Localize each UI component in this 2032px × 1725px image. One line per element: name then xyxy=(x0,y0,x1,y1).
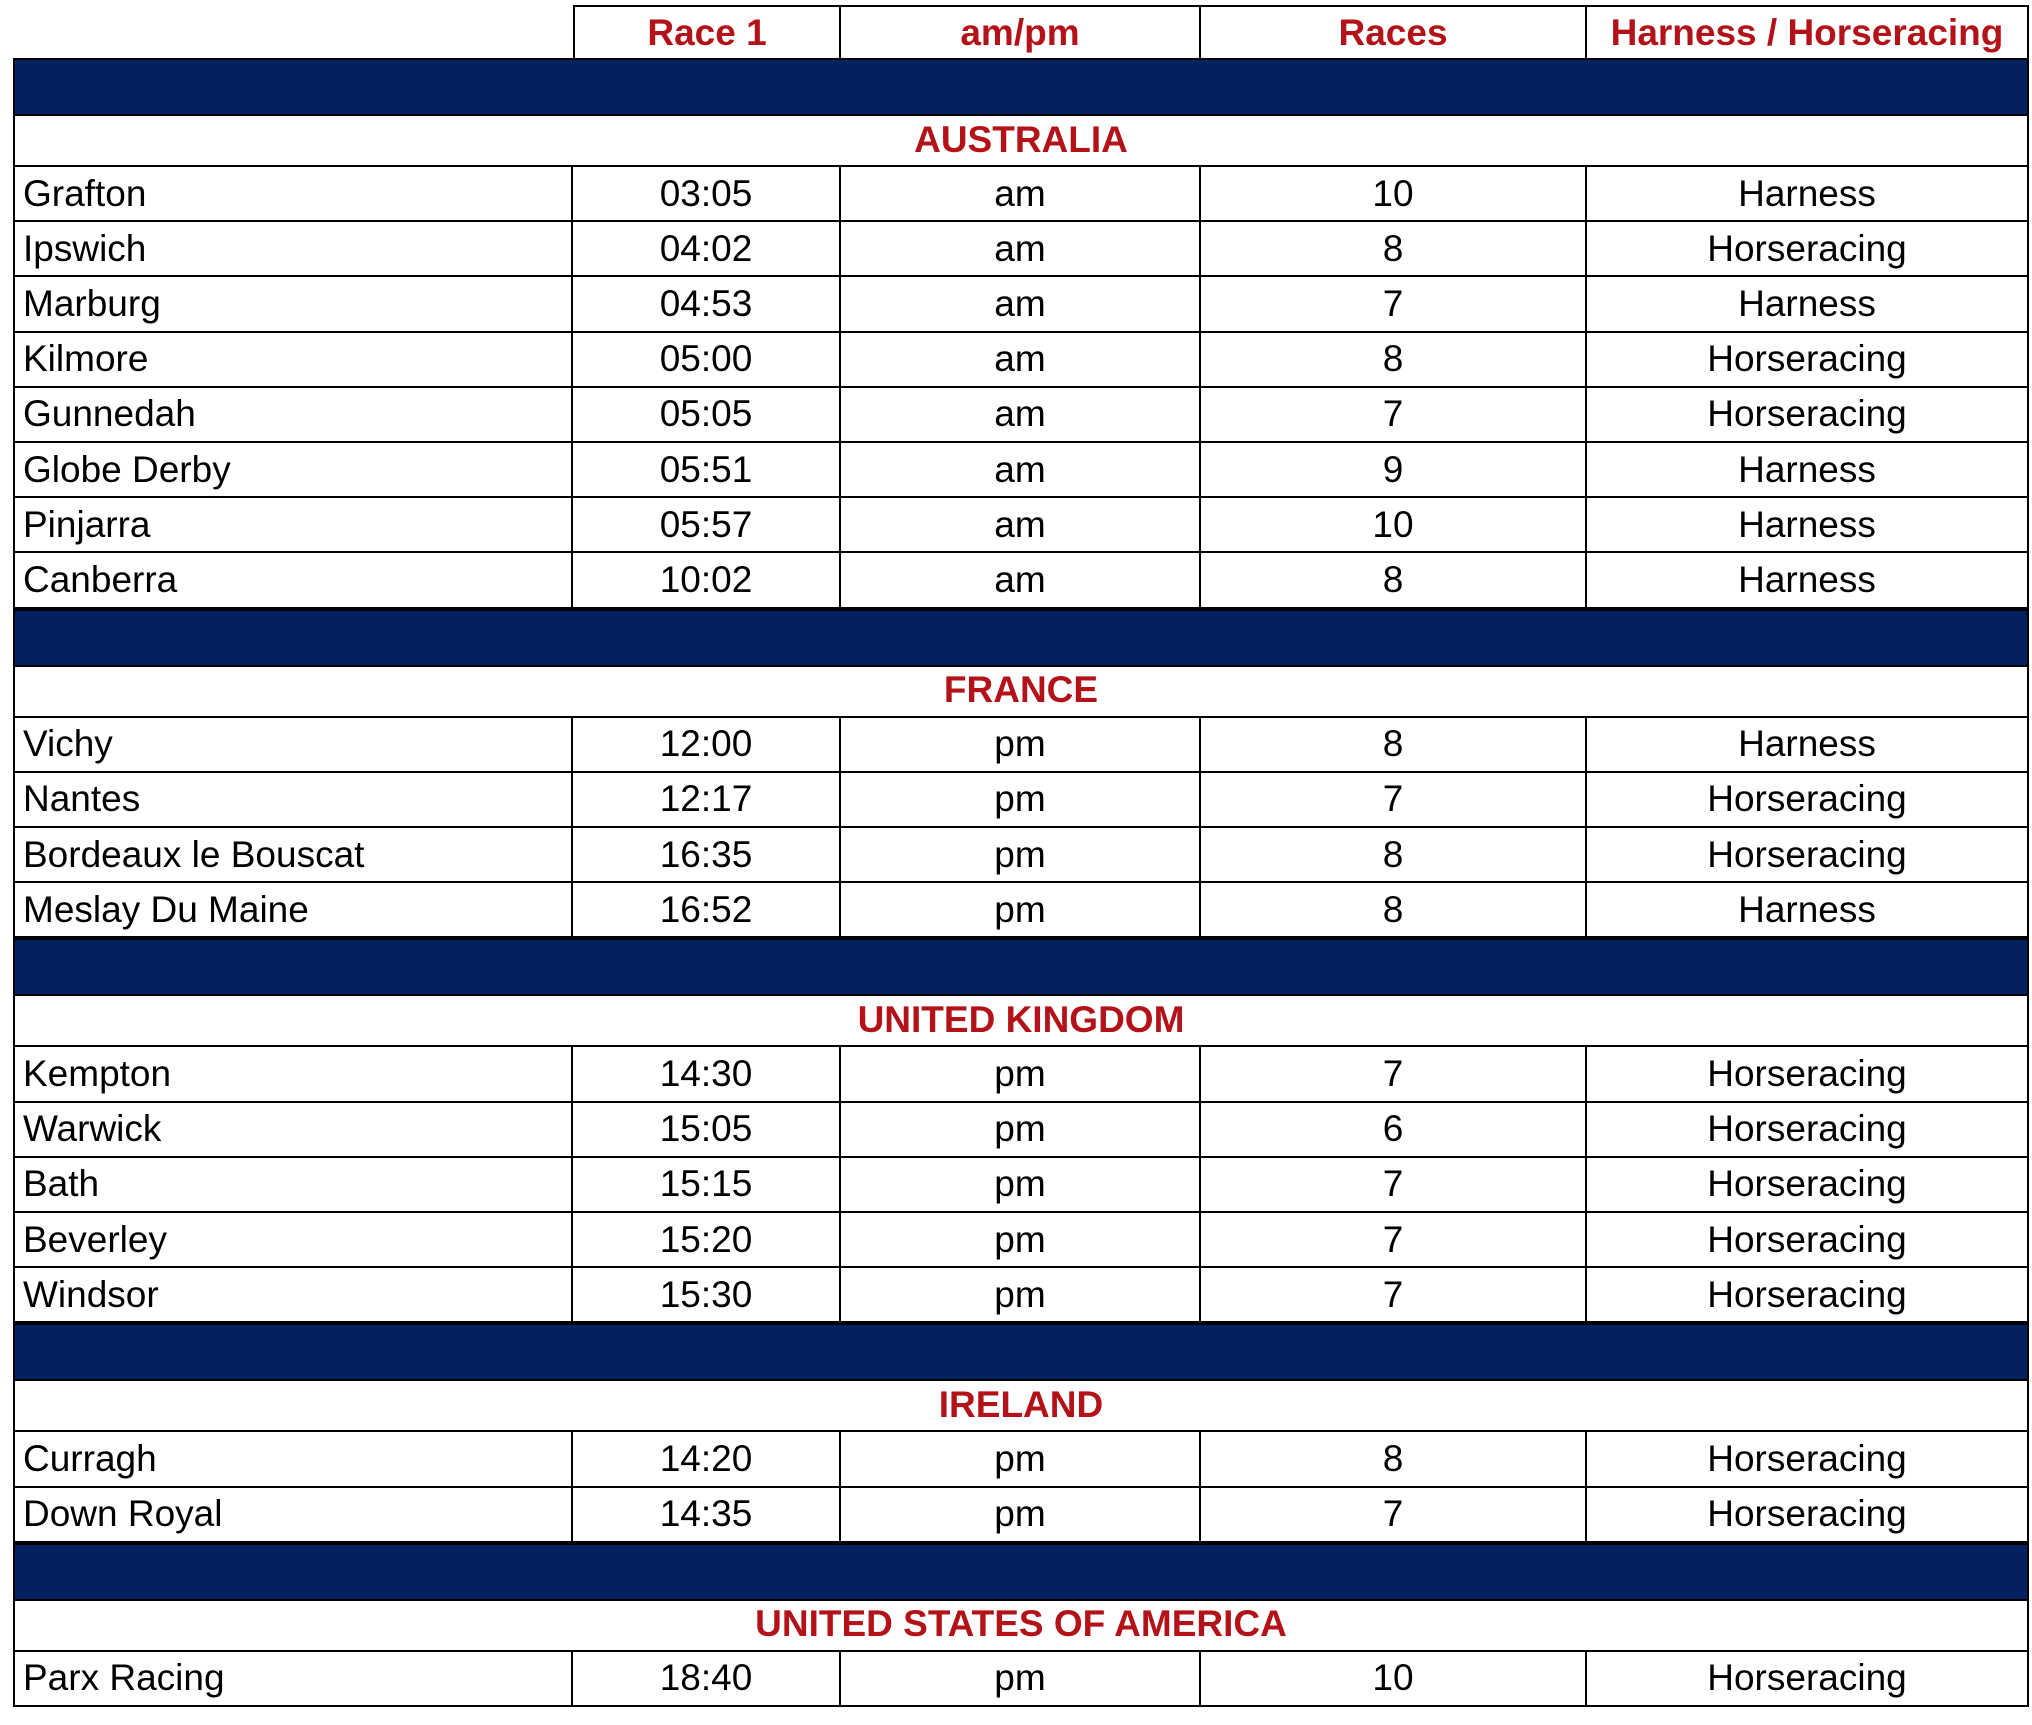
cell-time: 16:35 xyxy=(573,828,841,883)
table-row xyxy=(13,443,2029,498)
table-row xyxy=(13,167,2029,222)
cell-races: 8 xyxy=(1201,828,1587,883)
cell-venue: Parx Racing xyxy=(13,1652,573,1707)
cell-venue: Beverley xyxy=(13,1213,573,1268)
cell-venue: Gunnedah xyxy=(13,388,573,443)
cell-time: 14:35 xyxy=(573,1488,841,1543)
table-row xyxy=(13,333,2029,388)
cell-type: Horseracing xyxy=(1587,333,2029,388)
cell-time: 05:00 xyxy=(573,333,841,388)
section-divider-band xyxy=(13,58,2029,116)
cell-races: 9 xyxy=(1201,443,1587,498)
cell-venue: Vichy xyxy=(13,718,573,773)
cell-venue: Meslay Du Maine xyxy=(13,883,573,938)
cell-ampm: pm xyxy=(841,883,1201,938)
cell-venue: Bordeaux le Bouscat xyxy=(13,828,573,883)
cell-type: Horseracing xyxy=(1587,1268,2029,1323)
cell-races: 8 xyxy=(1201,1432,1587,1487)
table-row xyxy=(13,1268,2029,1323)
cell-ampm: am xyxy=(841,167,1201,222)
cell-time: 15:15 xyxy=(573,1158,841,1213)
cell-time: 04:02 xyxy=(573,222,841,277)
cell-races: 8 xyxy=(1201,718,1587,773)
table-row xyxy=(13,1103,2029,1158)
cell-ampm: pm xyxy=(841,1158,1201,1213)
cell-races: 8 xyxy=(1201,222,1587,277)
cell-type: Horseracing xyxy=(1587,388,2029,443)
cell-venue: Nantes xyxy=(13,773,573,828)
country-heading: UNITED KINGDOM xyxy=(13,994,2029,1047)
cell-ampm: am xyxy=(841,222,1201,277)
cell-ampm: pm xyxy=(841,773,1201,828)
cell-ampm: am xyxy=(841,553,1201,608)
table-row xyxy=(13,388,2029,443)
cell-time: 15:05 xyxy=(573,1103,841,1158)
table-row xyxy=(13,277,2029,332)
header-race1: Race 1 xyxy=(573,5,841,58)
cell-ampm: pm xyxy=(841,1213,1201,1268)
cell-races: 7 xyxy=(1201,1047,1587,1102)
cell-time: 12:00 xyxy=(573,718,841,773)
cell-time: 12:17 xyxy=(573,773,841,828)
cell-races: 7 xyxy=(1201,388,1587,443)
cell-type: Harness xyxy=(1587,277,2029,332)
cell-races: 7 xyxy=(1201,1158,1587,1213)
cell-races: 10 xyxy=(1201,167,1587,222)
cell-ampm: am xyxy=(841,277,1201,332)
country-heading: UNITED STATES OF AMERICA xyxy=(13,1599,2029,1652)
table-row xyxy=(13,718,2029,773)
cell-time: 18:40 xyxy=(573,1652,841,1707)
section-divider-band xyxy=(13,1543,2029,1601)
cell-type: Horseracing xyxy=(1587,1432,2029,1487)
cell-time: 10:02 xyxy=(573,553,841,608)
cell-time: 05:51 xyxy=(573,443,841,498)
table-row xyxy=(13,1432,2029,1487)
cell-type: Horseracing xyxy=(1587,1488,2029,1543)
cell-type: Horseracing xyxy=(1587,1047,2029,1102)
cell-venue: Kempton xyxy=(13,1047,573,1102)
cell-races: 6 xyxy=(1201,1103,1587,1158)
cell-races: 7 xyxy=(1201,773,1587,828)
cell-type: Horseracing xyxy=(1587,1103,2029,1158)
cell-time: 16:52 xyxy=(573,883,841,938)
table-row xyxy=(13,222,2029,277)
cell-ampm: pm xyxy=(841,1488,1201,1543)
cell-races: 7 xyxy=(1201,277,1587,332)
table-row xyxy=(13,1213,2029,1268)
cell-time: 05:05 xyxy=(573,388,841,443)
cell-time: 04:53 xyxy=(573,277,841,332)
cell-ampm: pm xyxy=(841,1432,1201,1487)
cell-time: 05:57 xyxy=(573,498,841,553)
cell-type: Horseracing xyxy=(1587,1158,2029,1213)
cell-ampm: pm xyxy=(841,1268,1201,1323)
cell-type: Horseracing xyxy=(1587,773,2029,828)
cell-time: 15:20 xyxy=(573,1213,841,1268)
header-races: Races xyxy=(1201,5,1587,58)
table-row xyxy=(13,828,2029,883)
cell-races: 8 xyxy=(1201,883,1587,938)
cell-races: 8 xyxy=(1201,553,1587,608)
cell-time: 14:30 xyxy=(573,1047,841,1102)
table-row xyxy=(13,1158,2029,1213)
country-heading: FRANCE xyxy=(13,665,2029,718)
country-heading: AUSTRALIA xyxy=(13,114,2029,167)
table-row xyxy=(13,883,2029,938)
cell-time: 15:30 xyxy=(573,1268,841,1323)
cell-ampm: pm xyxy=(841,1103,1201,1158)
cell-venue: Grafton xyxy=(13,167,573,222)
table-row xyxy=(13,1652,2029,1707)
cell-type: Harness xyxy=(1587,498,2029,553)
cell-venue: Kilmore xyxy=(13,333,573,388)
table-row xyxy=(13,773,2029,828)
cell-type: Harness xyxy=(1587,718,2029,773)
cell-venue: Warwick xyxy=(13,1103,573,1158)
cell-ampm: pm xyxy=(841,828,1201,883)
table-row xyxy=(13,1047,2029,1102)
cell-type: Horseracing xyxy=(1587,1652,2029,1707)
cell-type: Harness xyxy=(1587,553,2029,608)
table-row xyxy=(13,498,2029,553)
cell-type: Horseracing xyxy=(1587,828,2029,883)
cell-races: 10 xyxy=(1201,498,1587,553)
cell-venue: Down Royal xyxy=(13,1488,573,1543)
cell-ampm: am xyxy=(841,498,1201,553)
cell-type: Horseracing xyxy=(1587,222,2029,277)
cell-ampm: am xyxy=(841,443,1201,498)
cell-venue: Ipswich xyxy=(13,222,573,277)
cell-ampm: pm xyxy=(841,718,1201,773)
cell-venue: Globe Derby xyxy=(13,443,573,498)
cell-ampm: am xyxy=(841,388,1201,443)
cell-venue: Windsor xyxy=(13,1268,573,1323)
header-ampm: am/pm xyxy=(841,5,1201,58)
cell-races: 7 xyxy=(1201,1268,1587,1323)
cell-races: 7 xyxy=(1201,1488,1587,1543)
cell-venue: Curragh xyxy=(13,1432,573,1487)
country-heading: IRELAND xyxy=(13,1379,2029,1432)
section-divider-band xyxy=(13,1323,2029,1381)
cell-type: Horseracing xyxy=(1587,1213,2029,1268)
section-divider-band xyxy=(13,938,2029,996)
section-divider-band xyxy=(13,609,2029,667)
cell-races: 8 xyxy=(1201,333,1587,388)
cell-races: 7 xyxy=(1201,1213,1587,1268)
header-type: Harness / Horseracing xyxy=(1587,5,2029,58)
cell-type: Harness xyxy=(1587,167,2029,222)
cell-venue: Pinjarra xyxy=(13,498,573,553)
table-row xyxy=(13,1488,2029,1543)
cell-venue: Canberra xyxy=(13,553,573,608)
cell-venue: Marburg xyxy=(13,277,573,332)
cell-type: Harness xyxy=(1587,883,2029,938)
cell-ampm: am xyxy=(841,333,1201,388)
column-header-row xyxy=(573,5,2029,58)
cell-venue: Bath xyxy=(13,1158,573,1213)
cell-ampm: pm xyxy=(841,1652,1201,1707)
cell-ampm: pm xyxy=(841,1047,1201,1102)
cell-time: 03:05 xyxy=(573,167,841,222)
cell-time: 14:20 xyxy=(573,1432,841,1487)
cell-type: Harness xyxy=(1587,443,2029,498)
cell-races: 10 xyxy=(1201,1652,1587,1707)
table-row xyxy=(13,553,2029,608)
